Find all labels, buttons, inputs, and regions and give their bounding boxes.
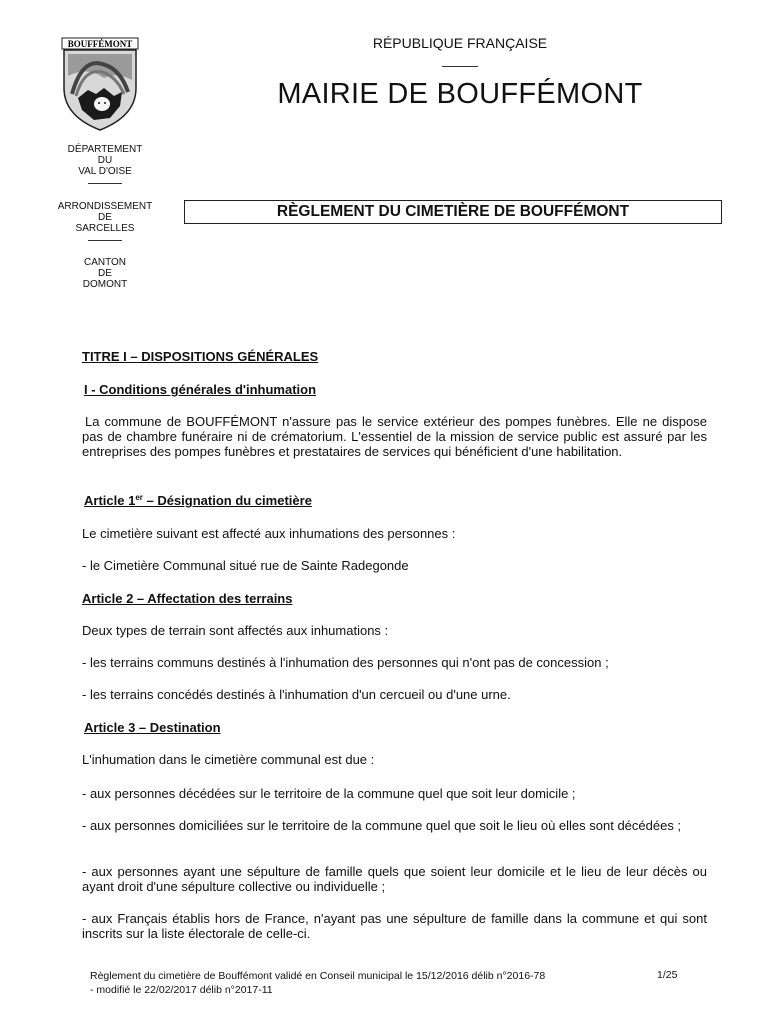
arrondissement-block <box>40 201 170 249</box>
arrondissement-line-3: SARCELLES <box>75 223 135 234</box>
arrondissement-line-2: DE <box>98 212 112 223</box>
departement-line-1: DÉPARTEMENT <box>67 144 143 155</box>
footer-line-2: - modifié le 22/02/2017 délib n°2017-11 <box>90 984 273 996</box>
canton-line-2: DE <box>98 268 112 279</box>
canton-line-3: DOMONT <box>82 279 128 290</box>
canton-line-1: CANTON <box>83 257 127 268</box>
section-1-heading: I - Conditions générales d'inhumation <box>84 382 317 397</box>
divider <box>88 240 122 241</box>
bouffemont-crest-logo <box>58 36 142 132</box>
departement-block <box>40 144 170 192</box>
svg-text:BOUFFÉMONT: BOUFFÉMONT <box>67 39 133 49</box>
canton-block <box>40 257 170 290</box>
departement-line-2: DU <box>97 155 113 166</box>
document-title: RÈGLEMENT DU CIMETIÈRE DE BOUFFÉMONT <box>184 200 722 224</box>
article-2-paragraph-1: Deux types de terrain sont affectés aux inhumations : <box>82 623 389 638</box>
titre-1-heading: TITRE I – DISPOSITIONS GÉNÉRALES <box>82 349 319 364</box>
article-2-heading: Article 2 – Affectation des terrains <box>82 591 293 606</box>
article-3-paragraph-5: - aux Français établis hors de France, n'ayant pas une sépulture de famille dans la commune et qui sont inscrits sur la liste électorale de celle-ci. <box>82 911 707 941</box>
intro-paragraph: La commune de BOUFFÉMONT n'assure pas le service extérieur des pompes funèbres. Elle ne dispose pas de chambre funéraire ni de crématorium. L'essentiel de la mission de service public est assuré par les entreprises des pompes funèbres et prestataires de services qui bénéficient d'une habilitation. <box>82 414 707 459</box>
arrondissement-line-1: ARRONDISSEMENT <box>57 201 153 212</box>
article-3-paragraph-1: L'inhumation dans le cimetière communal est due : <box>82 752 375 767</box>
article-3-paragraph-4: - aux personnes ayant une sépulture de famille quels que soient leur domicile et le lieu de leur décès ou ayant droit d'une sépulture collective ou individuelle ; <box>82 864 707 894</box>
divider <box>88 183 122 184</box>
footer <box>90 969 610 997</box>
article-3-paragraph-3: - aux personnes domiciliées sur le territoire de la commune quel que soit le lieu où elles sont décédées ; <box>82 818 682 833</box>
page-number: 1/25 <box>657 969 678 981</box>
article-1-heading: Article 1er – Désignation du cimetière <box>84 493 312 508</box>
article-2-paragraph-2: - les terrains communs destinés à l'inhumation des personnes qui n'ont pas de concession ; <box>82 655 609 670</box>
header-divider <box>442 66 478 67</box>
footer-line-1: Règlement du cimetière de Bouffémont validé en Conseil municipal le 15/12/2016 délib n°2016-78 <box>90 970 546 982</box>
article-1-paragraph-1: Le cimetière suivant est affecté aux inhumations des personnes : <box>82 526 456 541</box>
article-3-paragraph-2: - aux personnes décédées sur le territoire de la commune quel que soit leur domicile ; <box>82 786 576 801</box>
mairie-title: MAIRIE DE BOUFFÉMONT <box>277 78 643 110</box>
article-3-heading: Article 3 – Destination <box>84 720 221 735</box>
departement-line-3: VAL D'OISE <box>78 166 132 177</box>
article-1-paragraph-2: - le Cimetière Communal situé rue de Sainte Radegonde <box>82 558 409 573</box>
article-2-paragraph-3: - les terrains concédés destinés à l'inhumation d'un cercueil ou d'une urne. <box>82 687 511 702</box>
republic-heading: RÉPUBLIQUE FRANÇAISE <box>372 35 548 51</box>
